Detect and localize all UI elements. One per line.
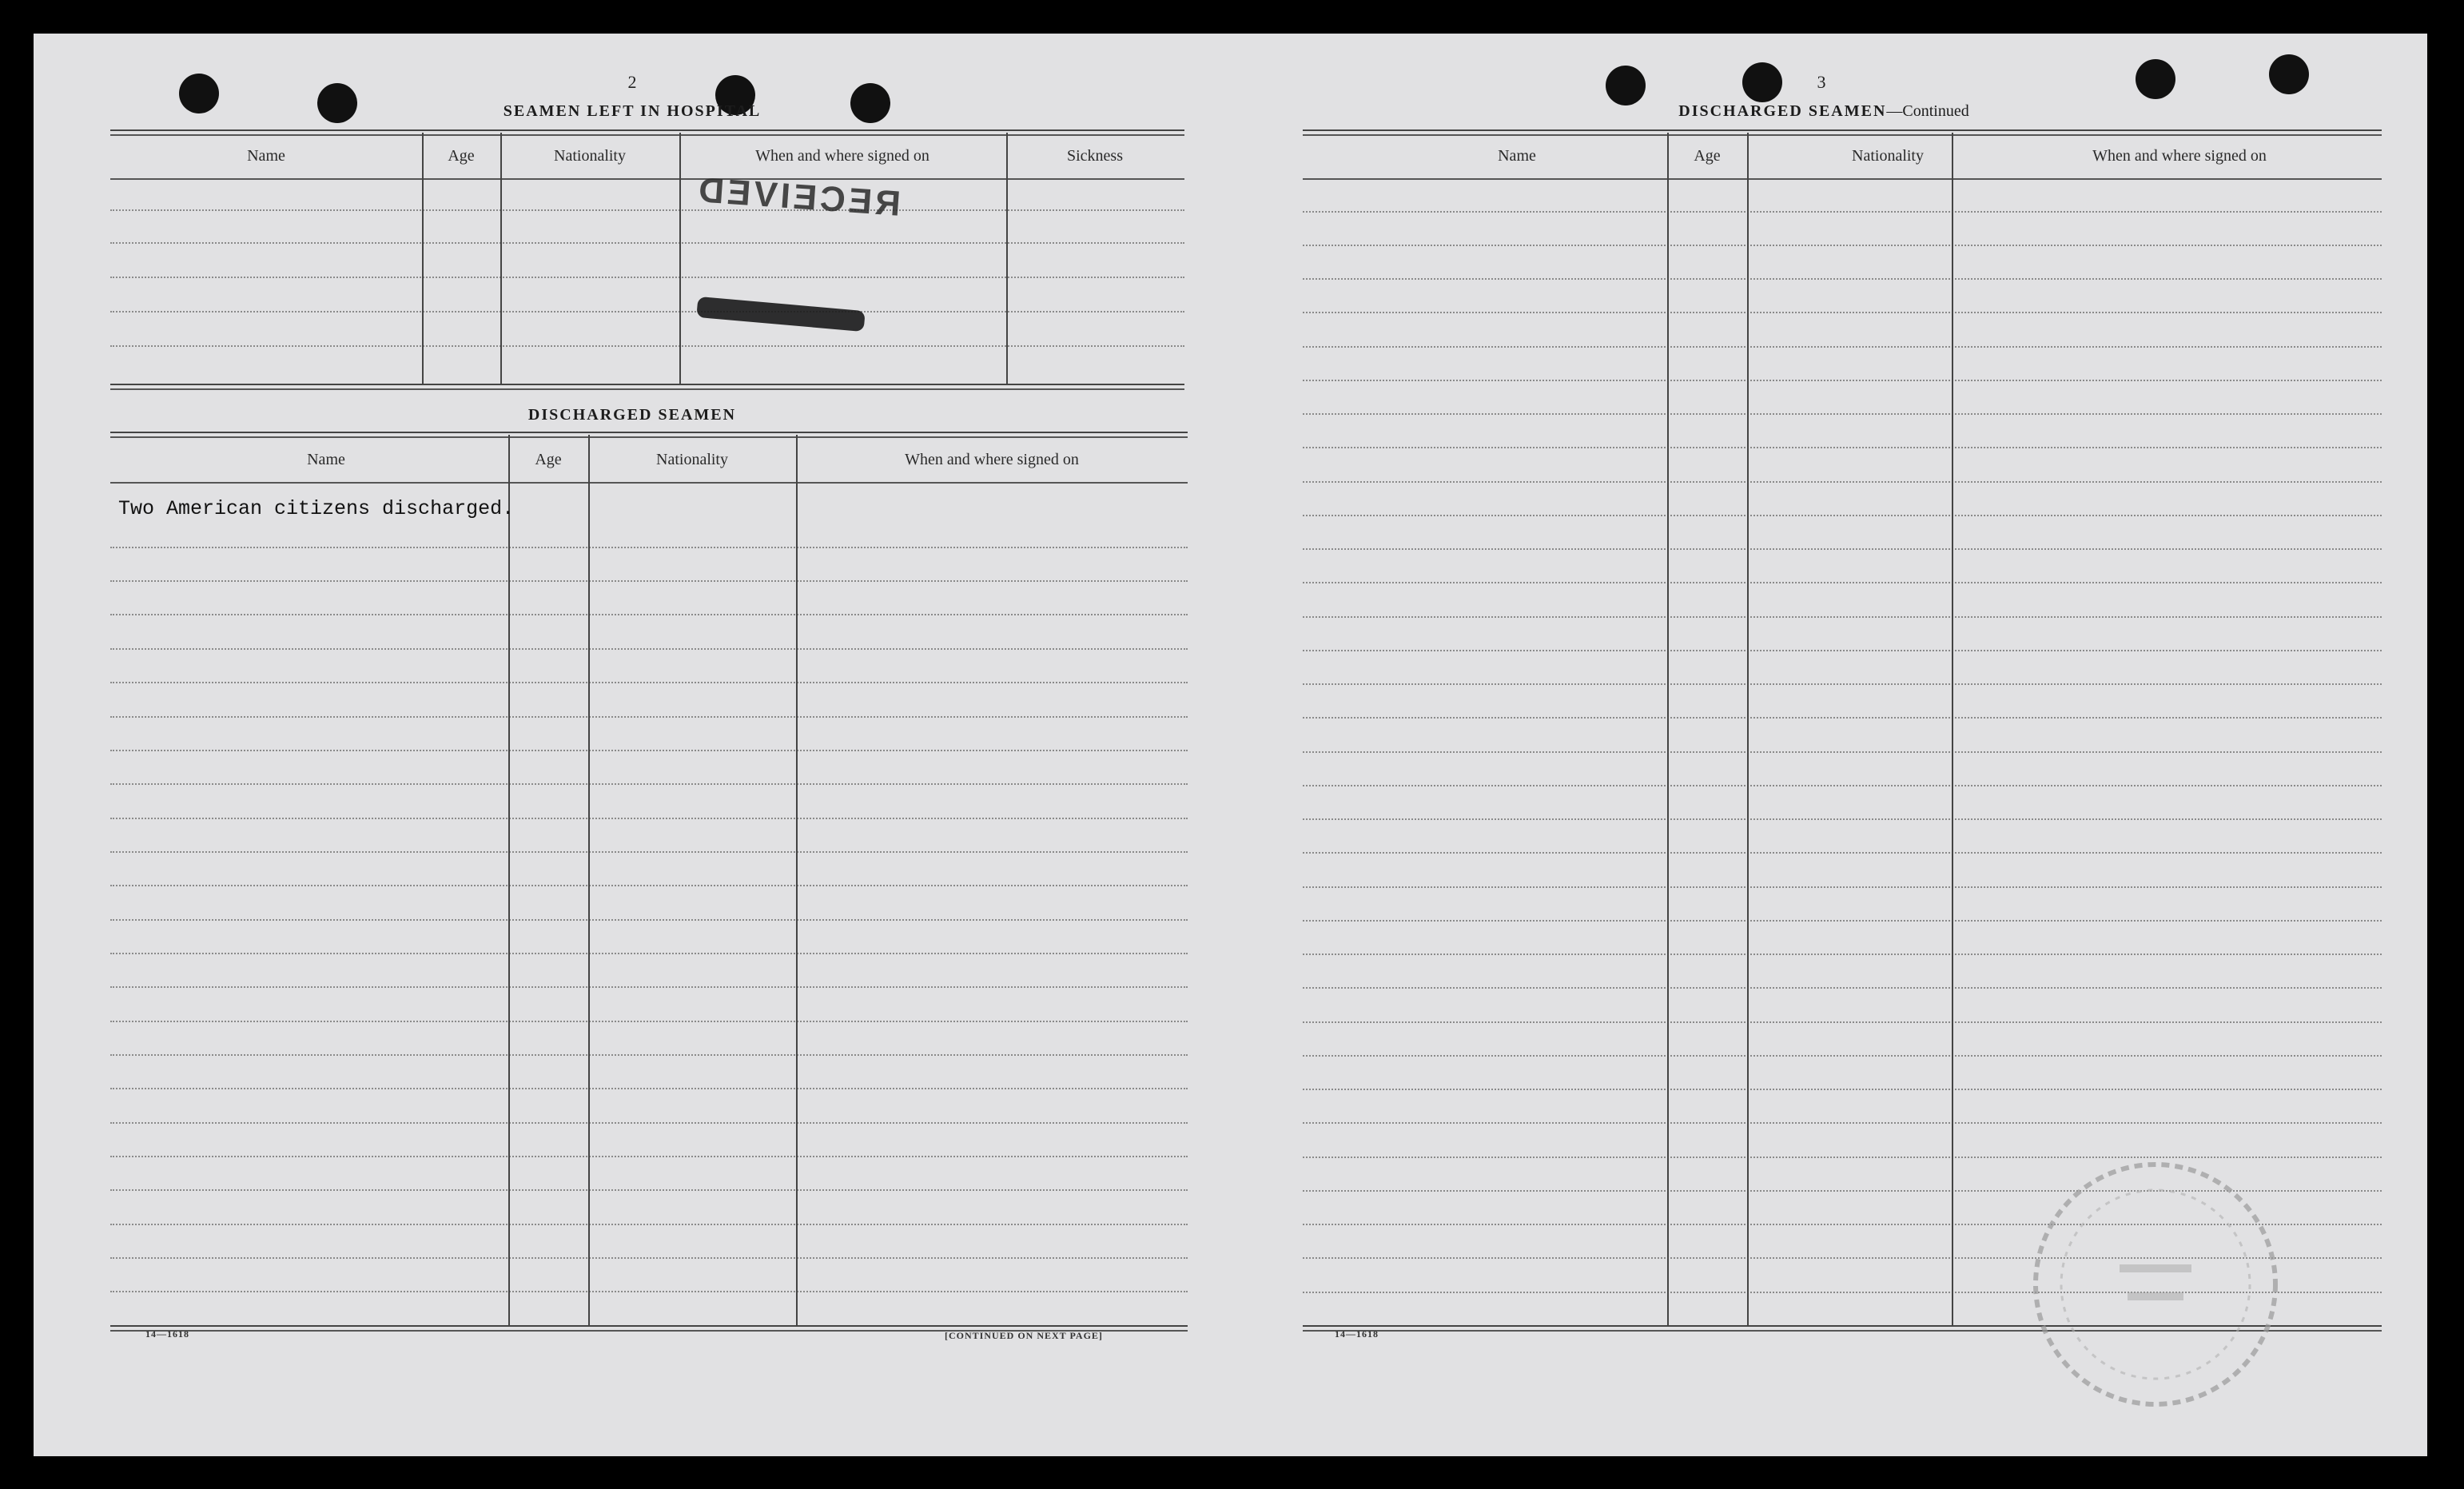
column-header-age: Age: [535, 451, 562, 468]
discharged-table: [110, 432, 1188, 1359]
column-header-name: Name: [247, 147, 285, 165]
punch-hole: [850, 83, 890, 123]
column-header-nationality: Nationality: [656, 451, 728, 468]
hospital-section-title: SEAMEN LEFT IN HOSPITAL: [503, 102, 762, 120]
punch-hole: [179, 74, 219, 113]
punch-hole: [2136, 59, 2175, 99]
hospital-table: [110, 129, 1184, 425]
column-header-when-where: When and where signed on: [905, 451, 1079, 468]
form-number-right: 14—1618: [1335, 1328, 1379, 1340]
column-header-nationality: Nationality: [1852, 147, 1924, 165]
page-number-right: 3: [1817, 72, 1826, 92]
typed-entry: Two American citizens discharged.: [118, 497, 515, 520]
punch-hole: [1742, 62, 1782, 102]
received-stamp-mirrored: RECEIVED: [694, 170, 902, 224]
postmark-stamp: [2024, 1153, 2287, 1416]
punch-hole: [317, 83, 357, 123]
document-sheet: [34, 34, 2427, 1456]
column-header-nationality: Nationality: [554, 147, 626, 165]
punch-hole: [2269, 54, 2309, 94]
punch-hole: [1606, 66, 1646, 106]
section-title-text: DISCHARGED SEAMEN: [1678, 102, 1887, 120]
discharged-section-title: DISCHARGED SEAMEN: [527, 406, 737, 424]
form-number-left: 14—1618: [145, 1328, 189, 1340]
column-header-age: Age: [1694, 147, 1721, 165]
column-header-when-where: When and where signed on: [2092, 147, 2267, 165]
discharged-continued-title: [1678, 102, 1969, 121]
column-header-name: Name: [307, 451, 345, 468]
page-number-left: 2: [627, 72, 637, 92]
column-header-sickness: Sickness: [1067, 147, 1123, 165]
column-header-when-where: When and where signed on: [755, 147, 929, 165]
column-header-age: Age: [448, 147, 475, 165]
column-header-name: Name: [1498, 147, 1536, 165]
continued-note: [CONTINUED ON NEXT PAGE]: [945, 1330, 1103, 1341]
section-title-suffix: —Continued: [1886, 102, 1969, 120]
